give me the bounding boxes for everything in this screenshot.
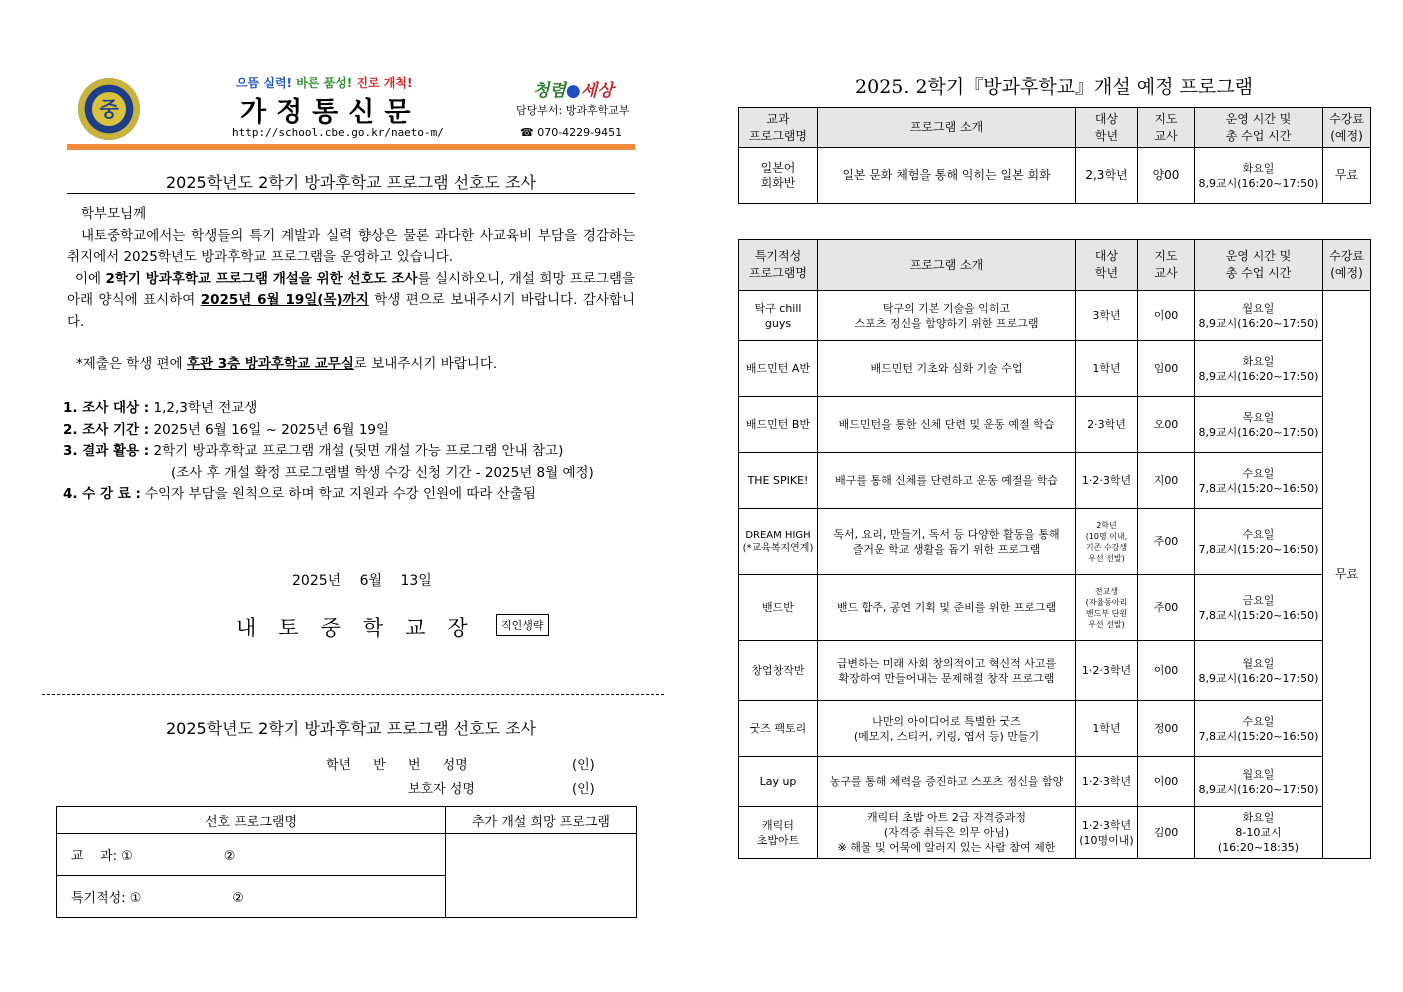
header-text: 지도 교사 (1154, 111, 1178, 143)
header-cell (1138, 108, 1195, 148)
schedule: 수요일 7,8교시(15:20~16:50) (1195, 701, 1323, 757)
detail-label: 2. 조사 기간 : (63, 421, 150, 438)
deadline: 2025년 6월 19일(목)까지 (200, 292, 369, 308)
teacher: 김00 (1138, 807, 1195, 859)
survey-header-row (57, 807, 637, 834)
detail-row (63, 420, 594, 442)
seal-omitted-badge: 직인생략 (496, 614, 549, 636)
header-text: 프로그램 소개 (909, 120, 984, 134)
target-grade: 3학년 (1076, 291, 1138, 341)
program-intro: 농구를 통해 체력을 증진하고 스포츠 정신을 함양 (818, 757, 1076, 807)
program-intro: 나만의 아이디어로 특별한 굿즈 (메모지, 스티커, 키링, 엽서 등) 만들기 (818, 701, 1076, 757)
program-intro: 배구를 통해 신체를 단련하고 운동 예절을 학습 (818, 453, 1076, 509)
header-divider (67, 144, 635, 150)
schedule: 목요일 8,9교시(16:20~17:50) (1195, 397, 1323, 453)
target-grade: 1학년 (1076, 341, 1138, 397)
target-grade: 2학년 (10명 이내, 기존 수강생 우선 선발) (1076, 509, 1138, 575)
header-cell (818, 240, 1076, 291)
title-underline (67, 193, 635, 194)
detail-value: 1,2,3학년 전교생 (153, 400, 258, 416)
detail-value: 수익자 부담을 원칙으로 하며 학교 지원과 수강 인원에 따라 산출됨 (145, 486, 536, 502)
slogan-1: 으뜸 실력! (236, 76, 293, 90)
program-intro: 밴드 합주, 공연 기획 및 준비를 위한 프로그램 (818, 575, 1076, 641)
integrity-logo-1: 청렴 (533, 81, 566, 101)
detail-label: 4. 수 강 료 : (63, 486, 141, 502)
letter-title: 2025학년도 2학기 방과후학교 프로그램 선호도 조사 (166, 173, 536, 192)
program-name: 일본어 회화반 (739, 148, 818, 204)
schedule: 화요일 8,9교시(16:20~17:50) (1195, 148, 1323, 204)
slogan (236, 74, 412, 91)
table-row (739, 757, 1371, 807)
program-intro: 캐릭터 초밥 아트 2급 자격증과정 (자격증 취득은 의무 아님) ※ 해물 및 어묵에 알러지 있는 사람 참여 제한 (818, 807, 1076, 859)
program-name: 캐릭터 초밥아트 (739, 807, 818, 859)
principal-name: 내토중학교장 (236, 616, 490, 640)
fee: 무료 (1323, 291, 1371, 859)
header-cell (1138, 240, 1195, 291)
program-intro: 탁구의 기본 기술을 익히고 스포츠 정신을 함양하기 위한 프로그램 (818, 291, 1076, 341)
program-intro: 배드민턴 기초와 심화 기술 수업 (818, 341, 1076, 397)
detail-row (63, 463, 594, 485)
program-name: 배드민턴 A반 (739, 341, 818, 397)
table-row (739, 701, 1371, 757)
special-choice-field[interactable]: 특기적성: ① ② (57, 876, 446, 918)
program-name: 밴드반 (739, 575, 818, 641)
program-name: 창업창작반 (739, 641, 818, 701)
globe-icon: ● (565, 81, 581, 101)
department: 담당부서: 방과후학교부 (516, 104, 630, 117)
schedule: 금요일 7,8교시(15:20~16:50) (1195, 575, 1323, 641)
header-cell (1323, 108, 1371, 148)
detail-value: 2025년 6월 16일 ~ 2025년 6월 19일 (153, 421, 390, 438)
masthead-title: 가정통신문 (240, 97, 421, 128)
paragraph-2-c: 를 실시하오니, 개설 희망 프로그램을 아래 양식에 표시하여 (67, 270, 635, 308)
student-info-line: 학년 반 번 성명 (326, 758, 468, 773)
table-row (739, 641, 1371, 701)
program-name: Lay up (739, 757, 818, 807)
target-grade: 1·2·3학년 (1076, 453, 1138, 509)
integrity-logo (533, 76, 614, 101)
guardian-seal: (인) (572, 782, 595, 797)
header-cell (1195, 240, 1323, 291)
schedule: 월요일 8,9교시(16:20~17:50) (1195, 757, 1323, 807)
schedule: 수요일 7,8교시(15:20~16:50) (1195, 453, 1323, 509)
cut-line (42, 694, 664, 695)
subject-choice-field[interactable]: 교 과: ① ② (57, 834, 446, 876)
header-cell (739, 240, 818, 291)
detail-label: 1. 조사 대상 : (63, 400, 150, 416)
target-grade: 1·2·3학년 (10명이내) (1076, 807, 1138, 859)
teacher: 주00 (1138, 575, 1195, 641)
teacher: 이00 (1138, 757, 1195, 807)
survey-form (56, 806, 637, 918)
schedule: 화요일 8-10교시(16:20~18:35) (1195, 807, 1323, 859)
paragraph-2-e: 학생 편으로 보내주시기 바랍니다. 감사합니다. (67, 292, 635, 330)
detail-row (63, 398, 594, 420)
detail-row (63, 484, 594, 506)
submission-note (76, 352, 497, 372)
schedule: 수요일 7,8교시(15:20~16:50) (1195, 509, 1323, 575)
detail-label: 3. 결과 활용 : (63, 443, 150, 459)
schedule: 월요일 8,9교시(16:20~17:50) (1195, 291, 1323, 341)
school-emblem-letter: 중 (92, 92, 126, 126)
program-name: 굿즈 팩토리 (739, 701, 818, 757)
program-intro: 급변하는 미래 사회 창의적이고 혁신적 사고를 확장하여 만들어내는 문제해결 창작 프로그램 (818, 641, 1076, 701)
header-cell (818, 108, 1076, 148)
target-grade: 1·2·3학년 (1076, 641, 1138, 701)
school-url[interactable]: http://school.cbe.go.kr/naeto-m/ (232, 126, 444, 139)
table-row (739, 509, 1371, 575)
paragraph-1: 내토중학교에서는 학생들의 특기 계발과 실력 향상은 물론 과다한 사교육비 부담을 경감하는 취지에서 2025학년도 방과후학교 프로그램을 운영하고 있습니다. (67, 227, 635, 265)
header-cell (1323, 240, 1371, 291)
schedule: 화요일 8,9교시(16:20~17:50) (1195, 341, 1323, 397)
target-grade: 1·2·3학년 (1076, 757, 1138, 807)
program-intro: 배드민턴을 통한 신체 단련 및 운동 예절 학습 (818, 397, 1076, 453)
header-cell (1076, 108, 1138, 148)
detail-value: (조사 후 개설 확정 프로그램별 학생 수강 신청 기간 - 2025년 8월 예정) (171, 464, 594, 481)
table-row (739, 291, 1371, 341)
header-text: 프로그램 소개 (909, 257, 984, 272)
program-intro: 독서, 요리, 만들기, 독서 등 다양한 활동을 통해 즐거운 학교 생활을 돕기 위한 프로그램 (818, 509, 1076, 575)
table-row (739, 575, 1371, 641)
letter-date: 2025년 6월 13일 (292, 573, 432, 589)
special-table-header (739, 240, 1371, 291)
table-row (739, 807, 1371, 859)
note-c: 로 보내주시기 바랍니다. (353, 356, 498, 372)
note-location: 후관 3층 방과후학교 교무실 (186, 356, 354, 372)
target-grade: 전교생 (자율동아리 밴드부 단원 우선 선발) (1076, 575, 1138, 641)
teacher: 임00 (1138, 341, 1195, 397)
teacher: 지00 (1138, 453, 1195, 509)
paragraph-2-bold: 2학기 방과후학교 프로그램 개설을 위한 선호도 조사 (105, 270, 418, 287)
program-intro: 일본 문화 체험을 통해 익히는 일본 회화 (818, 148, 1076, 204)
special-program-table (738, 239, 1371, 859)
greeting: 학부모님께 (81, 206, 147, 222)
teacher: 이00 (1138, 291, 1195, 341)
table-row (739, 148, 1371, 204)
header-text: 지도 교사 (1154, 249, 1178, 280)
header-text: 교과 프로그램명 (749, 111, 807, 143)
survey-details (63, 398, 594, 506)
program-name: 배드민턴 B반 (739, 397, 818, 453)
letter-body (67, 204, 635, 333)
header-text: 운영 시간 및 총 수업 시간 (1225, 249, 1292, 280)
paragraph-2 (67, 269, 635, 334)
program-list-title: 2025. 2학기『방과후학교』개설 예정 프로그램 (855, 76, 1253, 98)
student-seal: (인) (572, 758, 595, 773)
teacher: 오00 (1138, 397, 1195, 453)
teacher: 정00 (1138, 701, 1195, 757)
program-name: DREAM HIGH (*교육복지연계) (739, 509, 818, 575)
survey-title: 2025학년도 2학기 방과후학교 프로그램 선호도 조사 (166, 719, 536, 738)
target-grade: 2·3학년 (1076, 397, 1138, 453)
table-row (739, 453, 1371, 509)
phone: ☎ 070-4229-9451 (520, 126, 623, 139)
teacher: 양00 (1138, 148, 1195, 204)
program-name: 탁구 chill guys (739, 291, 818, 341)
detail-value: 2학기 방과후학교 프로그램 개설 (뒷면 개설 가능 프로그램 안내 참고) (153, 443, 564, 459)
additional-program-field[interactable] (446, 834, 637, 918)
guardian-line: 보호자 성명 (408, 782, 475, 797)
header-text: 대상 학년 (1094, 249, 1119, 280)
header-text: 운영 시간 및 총 수업 시간 (1225, 111, 1292, 143)
integrity-logo-2: 세상 (580, 81, 614, 101)
teacher: 주00 (1138, 509, 1195, 575)
survey-row-subject (57, 834, 637, 876)
header-cell (1076, 240, 1138, 291)
program-name: THE SPIKE! (739, 453, 818, 509)
subject-program-table (738, 107, 1371, 204)
table-row (739, 341, 1371, 397)
detail-row (63, 441, 594, 463)
header-text: 수강료 (예정) (1329, 249, 1364, 280)
header-text: 특기적성 프로그램명 (749, 249, 807, 280)
subject-table-header (739, 108, 1371, 148)
header-text: 수강료 (예정) (1329, 111, 1364, 143)
note-a: *제출은 학생 편에 (76, 356, 187, 372)
schedule: 월요일 8,9교시(16:20~17:50) (1195, 641, 1323, 701)
header-cell (739, 108, 818, 148)
table-row (739, 397, 1371, 453)
target-grade: 1학년 (1076, 701, 1138, 757)
header-text: 대상 학년 (1094, 111, 1119, 143)
target-grade: 2,3학년 (1076, 148, 1138, 204)
survey-col-preferred: 선호 프로그램명 (57, 807, 446, 834)
fee: 무료 (1323, 148, 1371, 204)
survey-col-additional: 추가 개설 희망 프로그램 (446, 807, 637, 834)
paragraph-2-a: 이에 (75, 270, 106, 287)
slogan-2: 바른 품성! (296, 76, 353, 90)
header-cell (1195, 108, 1323, 148)
teacher: 이00 (1138, 641, 1195, 701)
slogan-3: 진로 개척! (356, 76, 413, 90)
